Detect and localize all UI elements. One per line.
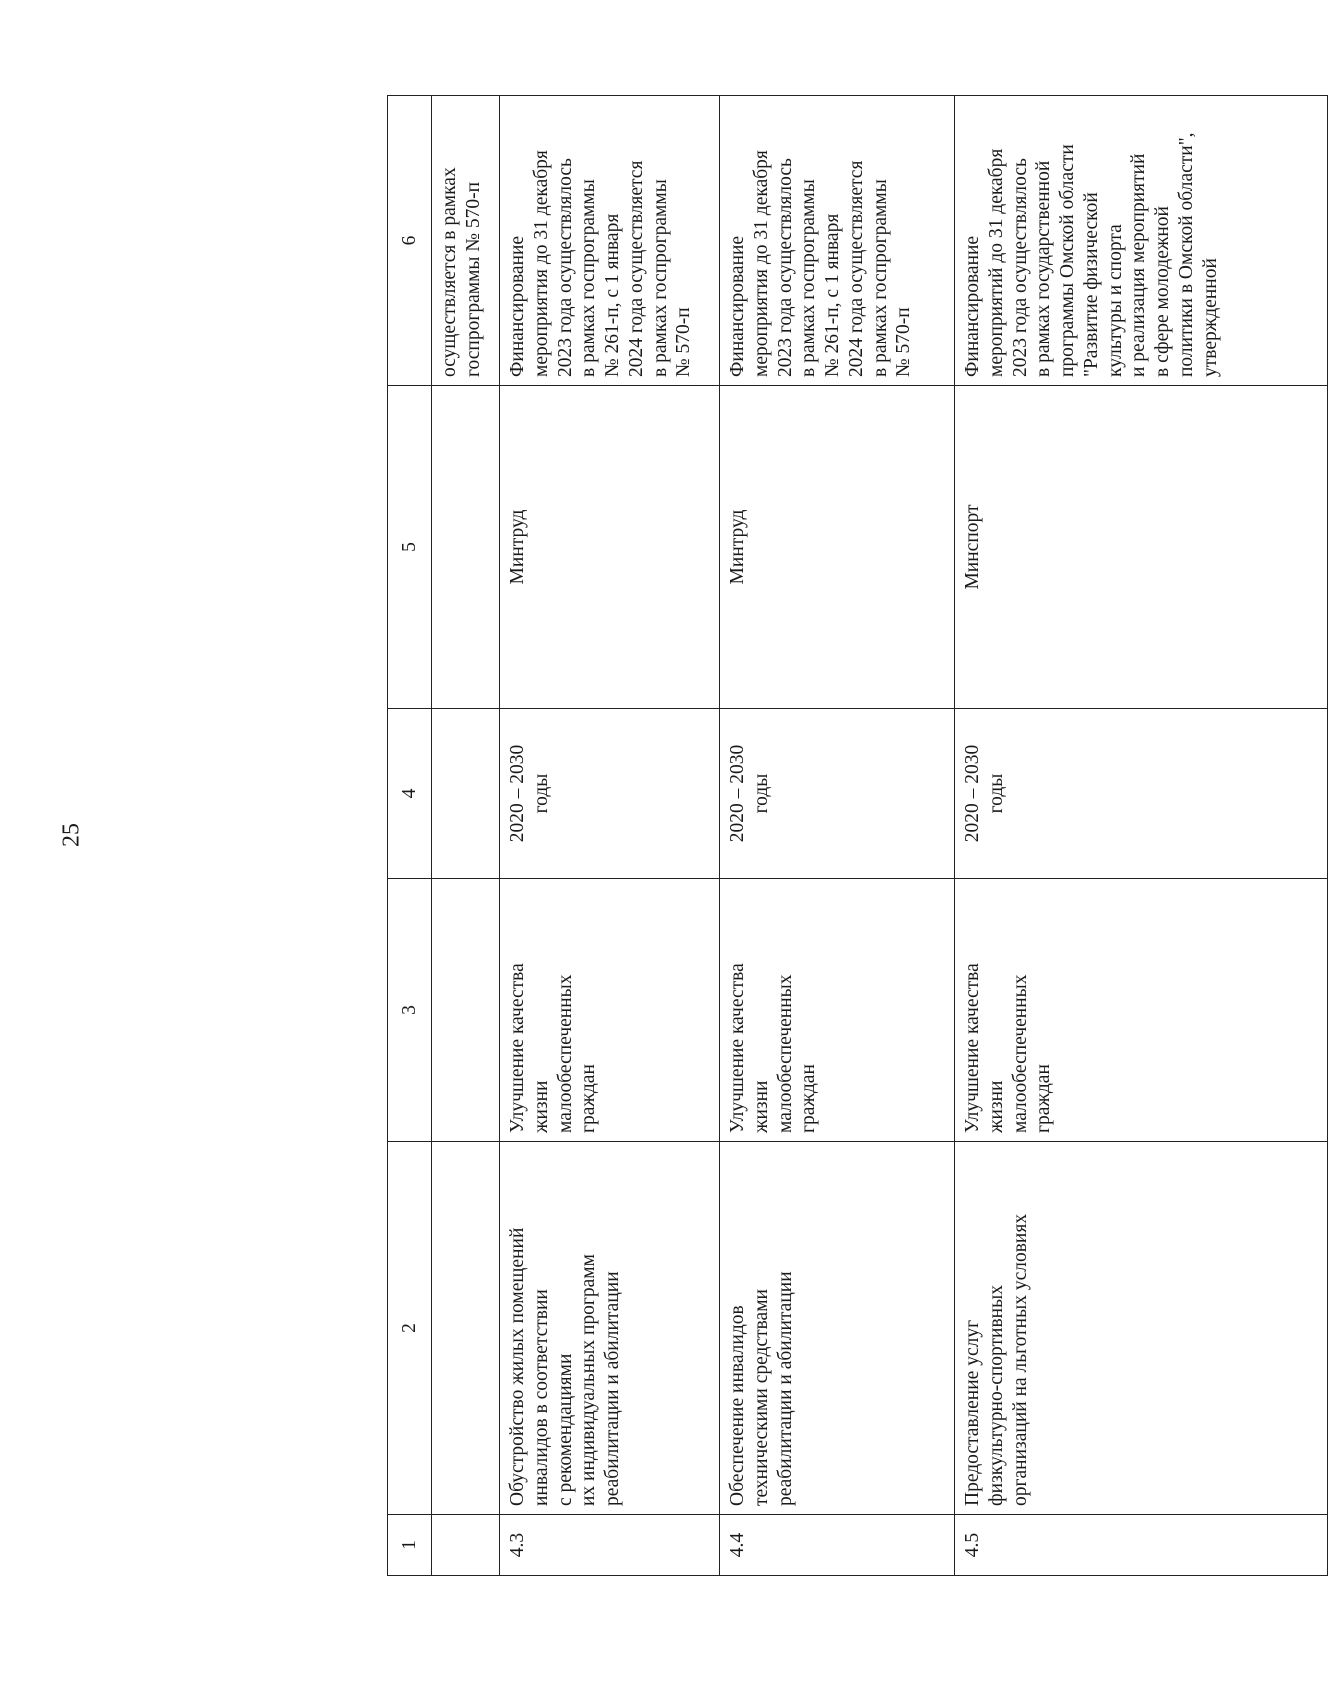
expected-result: Улучшение качества жизни малообеспеченных граждан: [720, 879, 955, 1142]
executor: Минтруд: [720, 386, 955, 709]
table-header-row: [388, 96, 432, 1576]
header-col-1: 1: [388, 1515, 432, 1576]
executor: Минспорт: [955, 386, 1328, 709]
table-row: [720, 96, 955, 1576]
implementation-period: 2020 – 2030 годы: [955, 709, 1328, 879]
expected-result: [432, 879, 500, 1142]
row-number: 4.5: [955, 1515, 1328, 1576]
note: Финансирование мероприятия до 31 декабря 2023 года осуществлялось в рамках госпрограммы № 261-п, с 1 января 2024 года осуществляется в рамках госпрограммы № 570-п: [500, 96, 720, 386]
event-name: Предоставление услуг физкультурно-спортивных организаций на льготных условиях: [955, 1142, 1328, 1515]
implementation-period: [432, 709, 500, 879]
event-name: [432, 1142, 500, 1515]
executor: [432, 386, 500, 709]
header-col-4: 4: [388, 709, 432, 879]
rotated-table-container: [387, 96, 1327, 1576]
implementation-period: 2020 – 2030 годы: [720, 709, 955, 879]
table-row: [955, 96, 1328, 1576]
header-col-3: 3: [388, 879, 432, 1142]
row-number: 4.4: [720, 1515, 955, 1576]
event-name: Обеспечение инвалидов техническими средствами реабилитации и абилитации: [720, 1142, 955, 1515]
event-name: Обустройство жилых помещений инвалидов в соответствии с рекомендациями их индивидуальных программ реабилитации и абилитации: [500, 1142, 720, 1515]
note: Финансирование мероприятий до 31 декабря 2023 года осуществлялось в рамках государственной программы Омской области "Развитие физической культуры и спорта и реализация мероприятий в сфере молодежной политики в Омской области", утвержденной: [955, 96, 1328, 386]
row-number: 4.3: [500, 1515, 720, 1576]
table-row: [500, 96, 720, 1576]
row-number: [432, 1515, 500, 1576]
expected-result: Улучшение качества жизни малообеспеченных граждан: [500, 879, 720, 1142]
note: осуществляется в рамках госпрограммы № 570-п: [432, 96, 500, 386]
page-number: 25: [58, 823, 85, 847]
executor: Минтруд: [500, 386, 720, 709]
header-col-5: 5: [388, 386, 432, 709]
implementation-period: 2020 – 2030 годы: [500, 709, 720, 879]
note: Финансирование мероприятия до 31 декабря 2023 года осуществлялось в рамках госпрограммы № 261-п, с 1 января 2024 года осуществляется в рамках госпрограммы № 570-п: [720, 96, 955, 386]
header-col-2: 2: [388, 1142, 432, 1515]
expected-result: Улучшение качества жизни малообеспеченных граждан: [955, 879, 1328, 1142]
header-col-6: 6: [388, 96, 432, 386]
measures-table: [387, 95, 1328, 1576]
table-row: [432, 96, 500, 1576]
